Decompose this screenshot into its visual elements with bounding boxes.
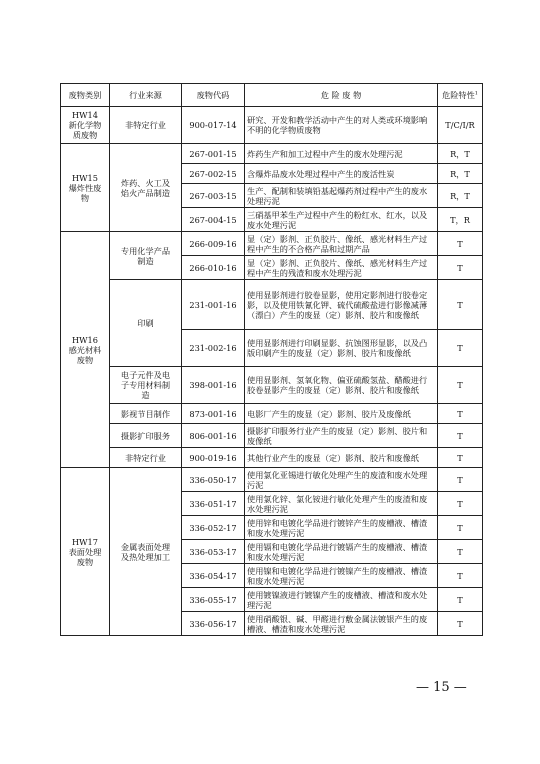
hazard-property-cell: T bbox=[438, 256, 483, 280]
table-header-row bbox=[61, 84, 483, 107]
table-row bbox=[61, 280, 483, 330]
waste-description-cell: 炸药生产和加工过程中产生的废水处理污泥 bbox=[245, 144, 438, 164]
waste-code-cell: 336-054-17 bbox=[182, 564, 245, 588]
waste-code-cell: 231-002-16 bbox=[182, 330, 245, 367]
table-row bbox=[61, 404, 483, 424]
header-hazard: 危险特性$^1$ bbox=[438, 84, 483, 107]
hazardous-waste-table bbox=[60, 83, 483, 636]
waste-description-cell: 使用显影剂进行胶卷显影，使用定影剂进行胶卷定影，以及使用铁氰化钾、硫代硫酸盐进行影像减薄（漂白）产生的废显（定）影剂、胶片和废像纸 bbox=[245, 280, 438, 330]
header-source: 行业来源 bbox=[110, 84, 182, 107]
waste-description-cell: 使用显影剂进行印刷显影、抗蚀图形显影，以及凸版印刷产生的废显（定）影剂、胶片和废像纸 bbox=[245, 330, 438, 367]
waste-description-cell: 电影厂产生的废显（定）影剂、胶片及废像纸 bbox=[245, 404, 438, 424]
hazard-property-cell: T bbox=[438, 330, 483, 367]
waste-code-cell: 336-050-17 bbox=[182, 468, 245, 492]
hazard-property-cell: T bbox=[438, 540, 483, 564]
hazard-property-cell: T bbox=[438, 516, 483, 540]
waste-code-cell: 900-017-14 bbox=[182, 107, 245, 144]
hazard-property-cell: R，T bbox=[438, 184, 483, 208]
waste-description-cell: 其他行业产生的废显（定）影剂、胶片和废像纸 bbox=[245, 448, 438, 468]
waste-description-cell: 使用镉和电镀化学品进行镀镉产生的废槽液、槽渣和废水处理污泥 bbox=[245, 540, 438, 564]
waste-description-cell: 使用镍和电镀化学品进行镀镍产生的废槽液、槽渣和废水处理污泥 bbox=[245, 564, 438, 588]
hazard-property-cell: T/C/I/R bbox=[438, 107, 483, 144]
waste-code-cell: 336-055-17 bbox=[182, 588, 245, 612]
waste-code-cell: 336-053-17 bbox=[182, 540, 245, 564]
industry-source-cell: 电子元件及电 子专用材料制 造 bbox=[110, 367, 182, 404]
hazard-property-cell: T bbox=[438, 468, 483, 492]
waste-code-cell: 266-009-16 bbox=[182, 232, 245, 256]
hazard-property-cell: T bbox=[438, 612, 483, 636]
hazard-property-cell: T，R bbox=[438, 208, 483, 232]
waste-description-cell: 使用硝酸银、碱、甲醛进行敷金属法镀银产生的废槽液、槽渣和废水处理污泥 bbox=[245, 612, 438, 636]
hazard-property-cell: R，T bbox=[438, 164, 483, 184]
table-row bbox=[61, 232, 483, 256]
table-body bbox=[61, 107, 483, 636]
waste-code-cell: 336-052-17 bbox=[182, 516, 245, 540]
industry-source-cell: 金属表面处理 及热处理加工 bbox=[110, 468, 182, 636]
waste-description-cell: 显（定）影剂、正负胶片、像纸、感光材料生产过程中产生的不合格产品和过期产品 bbox=[245, 232, 438, 256]
waste-code-cell: 900-019-16 bbox=[182, 448, 245, 468]
header-code: 废物代码 bbox=[182, 84, 245, 107]
hazardous-waste-table-container bbox=[60, 83, 482, 636]
hazard-property-cell: T bbox=[438, 404, 483, 424]
waste-category-cell: HW17 表面处理 废物 bbox=[61, 468, 110, 636]
hazard-property-cell: T bbox=[438, 280, 483, 330]
industry-source-cell: 非特定行业 bbox=[110, 107, 182, 144]
hazard-property-cell: T bbox=[438, 492, 483, 516]
industry-source-cell: 非特定行业 bbox=[110, 448, 182, 468]
waste-code-cell: 336-056-17 bbox=[182, 612, 245, 636]
waste-description-cell: 使用锌和电镀化学品进行镀锌产生的废槽液、槽渣和废水处理污泥 bbox=[245, 516, 438, 540]
table-row bbox=[61, 367, 483, 404]
waste-category-cell: HW15 爆炸性废 物 bbox=[61, 144, 110, 232]
waste-category-cell: HW16 感光材料 废物 bbox=[61, 232, 110, 468]
industry-source-cell: 摄影扩印服务 bbox=[110, 424, 182, 448]
waste-code-cell: 267-001-15 bbox=[182, 144, 245, 164]
industry-source-cell: 影视节目制作 bbox=[110, 404, 182, 424]
waste-code-cell: 231-001-16 bbox=[182, 280, 245, 330]
table-row bbox=[61, 107, 483, 144]
waste-code-cell: 873-001-16 bbox=[182, 404, 245, 424]
waste-category-cell: HW14 新化学物 质废物 bbox=[61, 107, 110, 144]
hazard-property-cell: R，T bbox=[438, 144, 483, 164]
waste-code-cell: 267-002-15 bbox=[182, 164, 245, 184]
waste-description-cell: 生产、配制和装填铅基起爆药剂过程中产生的废水处理污泥 bbox=[245, 184, 438, 208]
hazard-property-cell: T bbox=[438, 367, 483, 404]
waste-description-cell: 使用镀镍液进行镀镍产生的废槽液、槽渣和废水处理污泥 bbox=[245, 588, 438, 612]
waste-code-cell: 398-001-16 bbox=[182, 367, 245, 404]
header-category: 废物类别 bbox=[61, 84, 110, 107]
hazard-property-cell: T bbox=[438, 424, 483, 448]
page-number: — 15 — bbox=[416, 680, 467, 695]
waste-code-cell: 266-010-16 bbox=[182, 256, 245, 280]
table-row bbox=[61, 468, 483, 492]
table-row bbox=[61, 424, 483, 448]
table-row bbox=[61, 144, 483, 164]
table-row bbox=[61, 448, 483, 468]
hazard-property-cell: T bbox=[438, 232, 483, 256]
waste-description-cell: 使用氯化亚锡进行敏化处理产生的废渣和废水处理污泥 bbox=[245, 468, 438, 492]
header-footnote-mark: 1 bbox=[474, 90, 478, 97]
waste-code-cell: 267-004-15 bbox=[182, 208, 245, 232]
waste-code-cell: 806-001-16 bbox=[182, 424, 245, 448]
waste-code-cell: 336-051-17 bbox=[182, 492, 245, 516]
industry-source-cell: 专用化学产品 制造 bbox=[110, 232, 182, 280]
hazard-property-cell: T bbox=[438, 588, 483, 612]
waste-description-cell: 摄影扩印服务行业产生的废显（定）影剂、胶片和废像纸 bbox=[245, 424, 438, 448]
waste-description-cell: 含爆炸品废水处理过程中产生的废活性炭 bbox=[245, 164, 438, 184]
industry-source-cell: 炸药、火工及 焰火产品制造 bbox=[110, 144, 182, 232]
waste-code-cell: 267-003-15 bbox=[182, 184, 245, 208]
waste-description-cell: 使用显影剂、氢氧化物、偏亚硫酸氢盐、醋酸进行胶卷显影产生的废显（定）影剂、胶片和废像纸 bbox=[245, 367, 438, 404]
waste-description-cell: 研究、开发和教学活动中产生的对人类或环境影响不明的化学物质废物 bbox=[245, 107, 438, 144]
header-waste: 危 险 废 物 bbox=[245, 84, 438, 107]
waste-description-cell: 使用氯化锌、氯化铵进行敏化处理产生的废渣和废水处理污泥 bbox=[245, 492, 438, 516]
industry-source-cell: 印刷 bbox=[110, 280, 182, 367]
waste-description-cell: 三硝基甲苯生产过程中产生的粉红水、红水，以及废水处理污泥 bbox=[245, 208, 438, 232]
hazard-property-cell: T bbox=[438, 448, 483, 468]
waste-description-cell: 显（定）影剂、正负胶片、像纸、感光材料生产过程中产生的残渣和废水处理污泥 bbox=[245, 256, 438, 280]
hazard-property-cell: T bbox=[438, 564, 483, 588]
